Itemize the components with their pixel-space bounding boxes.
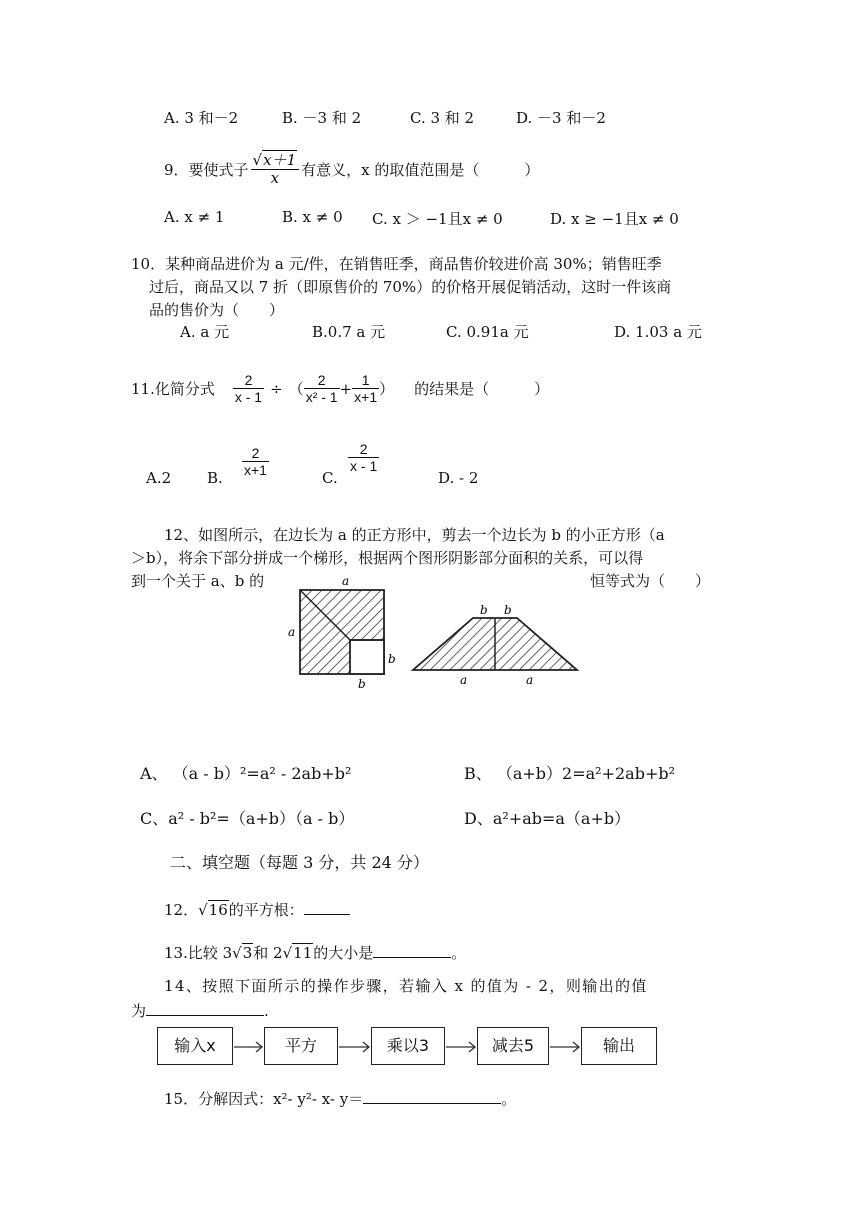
- q11-suffix: 的结果是（ ）: [414, 380, 550, 399]
- q11-option-b-label: B.: [207, 469, 223, 487]
- trap-label-a1: a: [460, 673, 468, 687]
- q12-figure: [280, 572, 590, 694]
- q10-line2: 过后，商品又以 7 折（即原售价的 70%）的价格开展促销活动，这时一件该商: [149, 278, 672, 296]
- square-label-left-a: a: [288, 625, 296, 639]
- q11-c-num: 2: [348, 441, 379, 458]
- q12-line1: 12、如图所示，在边长为 a 的正方形中，剪去一个边长为 b 的小正方形（a: [164, 526, 665, 544]
- q12-line3b: 恒等式为（ ）: [590, 572, 711, 590]
- flow-step-input: 输入x: [157, 1027, 233, 1065]
- fill-14-end: .: [264, 1002, 269, 1020]
- fill-15-end: 。: [501, 1090, 517, 1108]
- q11-stem: [131, 372, 549, 405]
- q9-suffix: 有意义，x 的取值范围是（ ）: [301, 161, 540, 180]
- trapezoid-figure: [413, 603, 577, 687]
- flow-step-multiply: 乘以3: [371, 1027, 445, 1065]
- trap-label-b2: b: [504, 603, 512, 617]
- q10-option-c: C. 0.91a 元: [446, 323, 529, 341]
- square-label-right-b: b: [388, 652, 396, 666]
- fill-14-blank[interactable]: [146, 1015, 264, 1016]
- q9-option-a: A. x ≠ 1: [164, 208, 225, 226]
- q11-option-a: A.2: [146, 469, 172, 487]
- q11-option-c-fraction: [348, 441, 379, 474]
- q11-divide: ÷: [270, 379, 283, 398]
- trap-label-a2: a: [526, 673, 534, 687]
- q11-b-num: 2: [242, 445, 269, 462]
- flow-step-output: 输出: [581, 1027, 657, 1065]
- q11-f2-den: x² - 1: [305, 389, 338, 406]
- q11-c-den: x - 1: [350, 458, 378, 475]
- q12-option-a: A、 （a - b）²=a² - 2ab+b²: [140, 764, 352, 783]
- fill-12-sqrt: √16: [198, 901, 228, 919]
- square-label-top-a: a: [342, 574, 350, 588]
- q9-option-b: B. x ≠ 0: [282, 208, 343, 226]
- trap-label-b1: b: [480, 603, 488, 617]
- q11-f3-num: 1: [352, 372, 379, 389]
- q12-option-b: B、 （a+b）2=a²+2ab+b²: [464, 764, 676, 783]
- q11-lparen: （: [288, 380, 304, 399]
- q9-option-d: D. x ≥ −1且x ≠ 0: [550, 210, 679, 228]
- q11-f3-den: x+1: [354, 389, 378, 406]
- flow-step-square: 平方: [264, 1027, 338, 1065]
- q10-option-a: A. a 元: [180, 323, 230, 341]
- fill-15-blank[interactable]: [363, 1103, 501, 1104]
- fill-13-text1: 13.比较 3: [164, 944, 233, 962]
- fill-13-rad2: 11: [293, 944, 313, 962]
- q12-option-c: C、a² - b²=（a+b）（a - b）: [140, 809, 355, 828]
- fill-14-line2-text: 为: [131, 1002, 147, 1020]
- q8-option-b: B. －3 和 2: [282, 109, 362, 127]
- q11-prefix: 11.化简分式: [131, 380, 215, 399]
- fill-13-rad1: 3: [242, 944, 253, 962]
- fill-14-line1: 14、按照下面所示的操作步骤，若输入 x 的值为 - 2，则输出的值: [164, 977, 648, 995]
- fill-13: 13.比较 3√3和 2√11的大小是 。: [164, 944, 467, 962]
- q10-line1: 10．某种商品进价为 a 元/件，在销售旺季，商品售价较进价高 30%；销售旺季: [131, 255, 662, 273]
- q12-line2: ＞b），将余下部分拼成一个梯形，根据两个图形阴影部分面积的关系，可以得: [131, 549, 644, 567]
- q9-stem: [164, 152, 539, 188]
- flow-step-subtract: 减去5: [477, 1027, 549, 1065]
- fill-13-text3: 的大小是: [313, 944, 374, 962]
- fill-13-end: 。: [451, 944, 467, 962]
- q11-rparen: ）: [379, 380, 395, 399]
- q9-frac-num: √x＋1: [251, 152, 300, 170]
- fill-15-text: 15．分解因式：x²- y²- x- y＝: [164, 1090, 364, 1108]
- fill-14-line2: [131, 1000, 269, 1021]
- fill-12-rad: 16: [208, 901, 228, 919]
- q9-fraction: [251, 152, 300, 188]
- q9-frac-num-rad: x＋1: [263, 151, 297, 169]
- q11-f1-den: x - 1: [234, 389, 263, 406]
- q9-prefix: 9．要使式子: [164, 161, 249, 180]
- q11-fraction-1: [233, 372, 264, 405]
- fill-12-suffix: 的平方根：: [228, 901, 304, 919]
- fill-12-prefix: 12．: [164, 901, 199, 919]
- q11-option-c-label: C.: [322, 469, 338, 487]
- q11-fraction-2: [304, 372, 340, 405]
- fill-12: [164, 899, 350, 920]
- q8-option-d: D. －3 和－2: [516, 109, 606, 127]
- fill-15: [164, 1088, 516, 1109]
- q11-b-den: x+1: [244, 462, 267, 479]
- q10-line3: 品的售价为（ ）: [149, 301, 285, 319]
- fill-12-blank[interactable]: [304, 914, 350, 915]
- fill-13-text2: 和 2: [253, 944, 283, 962]
- q11-f2-num: 2: [304, 372, 340, 389]
- q9-option-c: C. x ＞ −1且x ≠ 0: [372, 210, 503, 228]
- square-label-bottom-b: b: [358, 677, 366, 691]
- q11-option-d: D. - 2: [438, 469, 479, 487]
- flow-arrows: [0, 1035, 860, 1059]
- fill-13-blank[interactable]: [373, 957, 451, 958]
- section-heading: 二、填空题（每题 3 分，共 24 分）: [170, 853, 429, 872]
- q9-frac-den: x: [270, 169, 280, 188]
- q11-plus: +: [339, 379, 353, 398]
- q11-fraction-3: [352, 372, 379, 405]
- q10-option-b: B.0.7 a 元: [312, 323, 386, 341]
- q11-option-b-fraction: [242, 445, 269, 478]
- q12-option-d: D、a²+ab=a（a+b）: [464, 809, 631, 828]
- q8-option-a: A. 3 和－2: [164, 109, 239, 127]
- square-figure: [288, 574, 396, 691]
- q11-f1-num: 2: [233, 372, 264, 389]
- q8-option-c: C. 3 和 2: [410, 109, 475, 127]
- q10-option-d: D. 1.03 a 元: [614, 323, 702, 341]
- q12-line3a: 到一个关于 a、b 的: [131, 572, 265, 590]
